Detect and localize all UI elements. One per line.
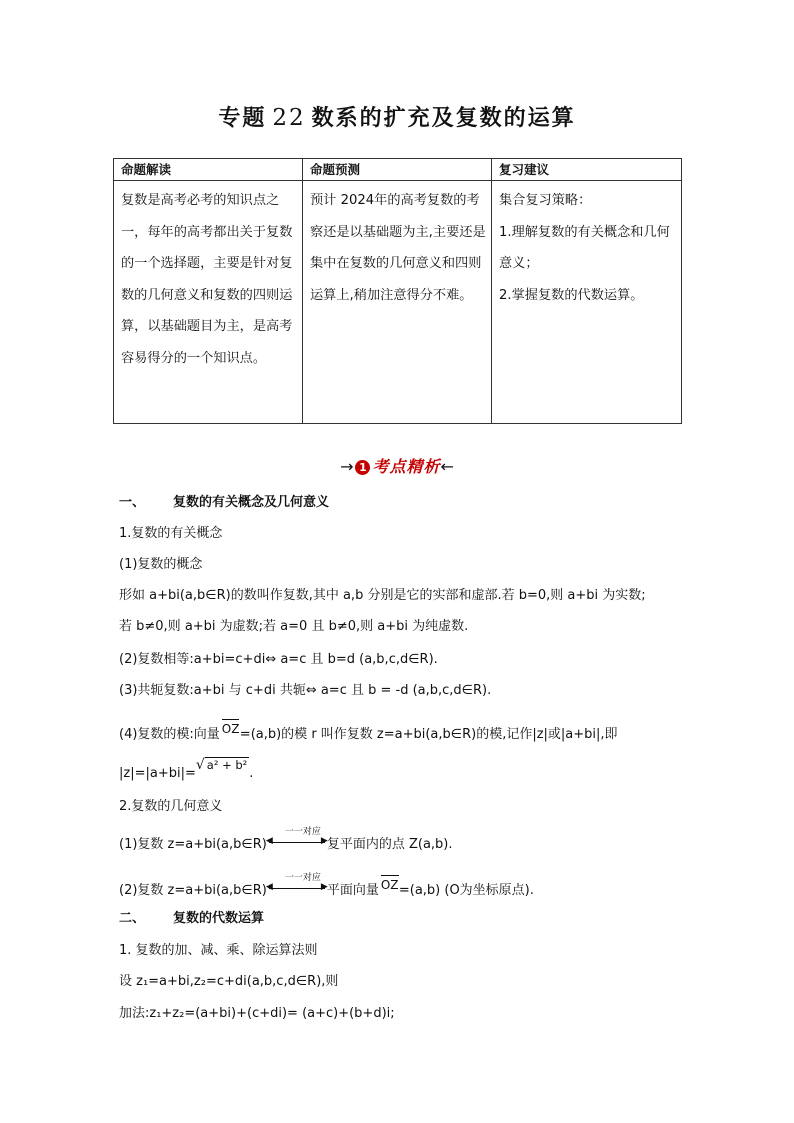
number-badge: 1 [355,460,370,475]
table-row [114,181,682,424]
text-span: (2)复数 z=a+bi(a,b∈R) [119,883,267,898]
paragraph: (1)复数的概念 [119,557,203,572]
heading-text: 复数的有关概念及几何意义 [173,495,330,510]
heading-1 [119,491,329,510]
left-arrow-icon: → [340,457,354,476]
arrow-label: 一一对应 [284,827,321,837]
section-banner [0,454,794,477]
advice-cell [492,181,682,424]
title-prefix: 专题 [218,106,267,131]
advice-line: 集合复习策略： [499,193,592,208]
vector-label: OZ [221,722,240,736]
overview-table [113,158,682,424]
subheading: 1. 复数的加、减、乘、除运算法则 [119,943,318,958]
sqrt-expression: √ a² + b² [195,757,248,773]
paragraph: (2)复数相等:a+bi=c+di⇔ a=c 且 b=d (a,b,c,d∈R). [119,652,438,667]
text-span: |z|=|a+bi|= [119,766,196,781]
heading-text: 复数的代数运算 [173,911,265,926]
paragraph: 若 b≠0,则 a+bi 为虚数;若 a=0 且 b≠0,则 a+bi 为纯虚数. [119,619,469,634]
header-prediction: 命题预测 [303,159,492,181]
text-span: 复平面内的点 Z(a,b). [326,837,453,852]
paragraph-modulus-formula [119,757,254,781]
interpretation-cell: 复数是高考必考的知识点之一，每年的高考都出关于复数的一个选择题，主要是针对复数的几何意义和复数的四则运算，以基础题目为主，是高考容易得分的一个知识点。 [114,181,303,424]
subheading: 2.复数的几何意义 [119,799,223,814]
text-span: (4)复数的模:向量 [119,727,220,742]
table-header-row [114,159,682,181]
paragraph [119,873,534,898]
paragraph: 设 z₁=a+bi,z₂=c+di(a,b,c,d∈R),则 [119,974,339,989]
advice-line: 1.理解复数的有关概念和几何意义； [499,224,670,271]
paragraph [119,827,453,852]
page-title [0,101,794,132]
title-text: 数系的扩充及复数的运算 [311,106,576,131]
radicand: a² + b² [206,758,248,772]
text-span: (1)复数 z=a+bi(a,b∈R) [119,837,267,852]
heading-number: 二、 [119,911,146,926]
heading-2 [119,907,264,926]
paragraph: (3)共轭复数:a+bi 与 c+di 共轭⇔ a=c 且 b = -d (a,b,c,d∈R). [119,683,492,698]
text-span: =(a,b)的模 r 叫作复数 z=a+bi(a,b∈R)的模,记作|z|或|a+bi|,即 [239,727,618,742]
right-arrow-icon: ← [440,457,454,476]
advice-line: 2.掌握复数的代数运算。 [499,287,644,303]
banner-text: 考点精析 [372,457,441,476]
header-advice: 复习建议 [492,159,682,181]
paragraph: 加法:z₁+z₂=(a+bi)+(c+di)= (a+c)+(b+d)i; [119,1006,395,1021]
paragraph-modulus [119,723,618,742]
paragraph: 形如 a+bi(a,b∈R)的数叫作复数,其中 a,b 分别是它的实部和虚部.若 b=0,则 a+bi 为实数; [119,588,646,603]
text-span: . [249,766,254,781]
double-arrow-icon: 一一对应 ◀ ▶ [267,882,327,896]
title-number: 22 [272,105,306,131]
header-interpretation: 命题解读 [114,159,303,181]
double-arrow-icon: 一一对应 ◀ ▶ [267,836,327,850]
heading-number: 一、 [119,495,146,510]
arrow-label: 一一对应 [284,873,321,883]
subheading: 1.复数的有关概念 [119,526,223,541]
prediction-cell: 预计 2024年的高考复数的考察还是以基础题为主,主要还是集中在复数的几何意义和四则运算上,稍加注意得分不难。 [303,181,492,424]
text-span: 平面向量 [326,883,379,898]
vector-label: OZ [380,878,399,892]
text-span: =(a,b) (O为坐标原点). [398,883,534,898]
